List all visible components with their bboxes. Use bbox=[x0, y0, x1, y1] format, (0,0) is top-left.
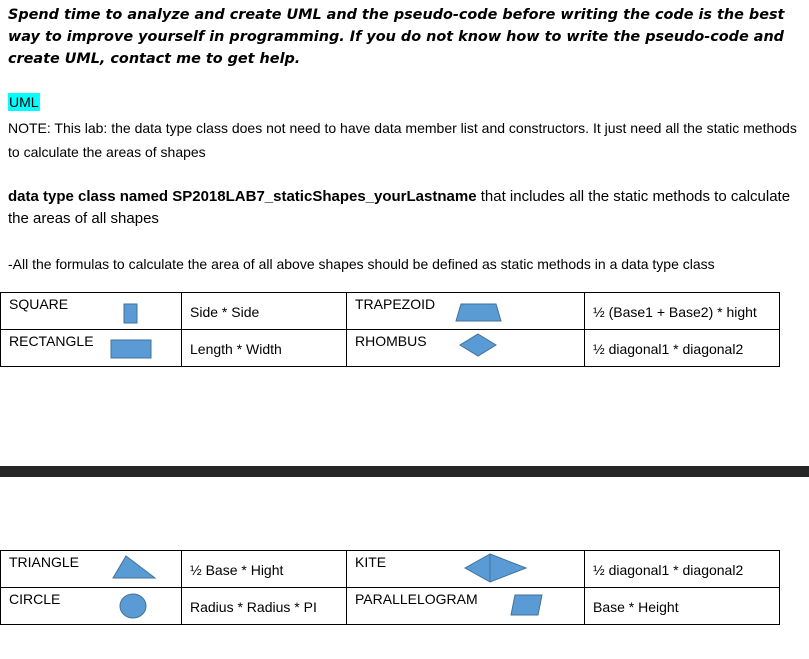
table-row bbox=[1, 330, 780, 367]
shape-formula: Length * Width bbox=[190, 341, 282, 357]
square-icon bbox=[123, 303, 139, 325]
rhombus-icon bbox=[459, 333, 499, 359]
rectangle-icon bbox=[110, 339, 154, 361]
formula-cell bbox=[585, 330, 780, 367]
formula-cell bbox=[182, 551, 347, 588]
data-type-class-description: that includes all the static methods to calculate the areas of all shapes bbox=[8, 188, 791, 227]
shape-formula: Side * Side bbox=[190, 304, 260, 320]
intro-paragraph: Spend time to analyze and create UML and the pseudo-code before writing the code is the best way to improve yourself in programming. If you do not know how to write the pseudo-code and create UML, contact me to get help. bbox=[8, 7, 785, 67]
shape-cell-kite bbox=[347, 551, 585, 588]
shape-formula: ½ diagonal1 * diagonal2 bbox=[593, 341, 744, 357]
circle-icon bbox=[118, 592, 150, 620]
triangle-icon bbox=[112, 554, 158, 580]
shapes-table-top bbox=[0, 292, 780, 367]
page-divider bbox=[0, 466, 809, 477]
shape-cell-rhombus bbox=[347, 330, 585, 367]
shape-formula: ½ diagonal1 * diagonal2 bbox=[593, 562, 744, 578]
shape-cell-circle bbox=[1, 588, 182, 625]
note-paragraph: NOTE: This lab: the data type class does not need to have data member list and constructors. It just need all the static methods to calculate the areas of shapes bbox=[8, 120, 797, 160]
formula-cell bbox=[182, 588, 347, 625]
data-type-class-name: data type class named SP2018LAB7_staticShapes_yourLastname bbox=[8, 188, 477, 205]
shape-name: RHOMBUS bbox=[355, 333, 427, 349]
formula-cell bbox=[585, 293, 780, 330]
kite-icon bbox=[464, 553, 530, 585]
shape-cell-square bbox=[1, 293, 182, 330]
table-row bbox=[1, 293, 780, 330]
shape-cell-triangle bbox=[1, 551, 182, 588]
shape-formula: Base * Height bbox=[593, 599, 679, 615]
uml-heading: UML bbox=[9, 94, 39, 110]
shape-cell-trapezoid bbox=[347, 293, 585, 330]
shapes-table-bottom bbox=[0, 550, 780, 625]
shape-name: KITE bbox=[355, 554, 387, 570]
shape-name: RECTANGLE bbox=[9, 333, 94, 349]
shape-name: SQUARE bbox=[9, 296, 69, 312]
formula-cell bbox=[182, 293, 347, 330]
shape-cell-parallelogram bbox=[347, 588, 585, 625]
shape-name: TRIANGLE bbox=[9, 554, 80, 570]
formula-cell bbox=[585, 551, 780, 588]
table-row bbox=[1, 588, 780, 625]
formula-cell bbox=[182, 330, 347, 367]
shape-name: CIRCLE bbox=[9, 591, 61, 607]
shape-name: TRAPEZOID bbox=[355, 296, 436, 312]
shape-name: PARALLELOGRAM bbox=[355, 591, 478, 607]
data-type-class-paragraph bbox=[8, 186, 803, 230]
shape-cell-rectangle bbox=[1, 330, 182, 367]
formula-cell bbox=[585, 588, 780, 625]
parallelogram-icon bbox=[510, 594, 544, 618]
shape-formula: Radius * Radius * PI bbox=[190, 599, 317, 615]
table-row bbox=[1, 551, 780, 588]
trapezoid-icon bbox=[455, 303, 503, 323]
shape-formula: ½ Base * Hight bbox=[190, 562, 284, 578]
formulas-note: -All the formulas to calculate the area of all above shapes should be defined as static methods in a data type class bbox=[8, 256, 715, 272]
shape-formula: ½ (Base1 + Base2) * hight bbox=[593, 304, 757, 320]
